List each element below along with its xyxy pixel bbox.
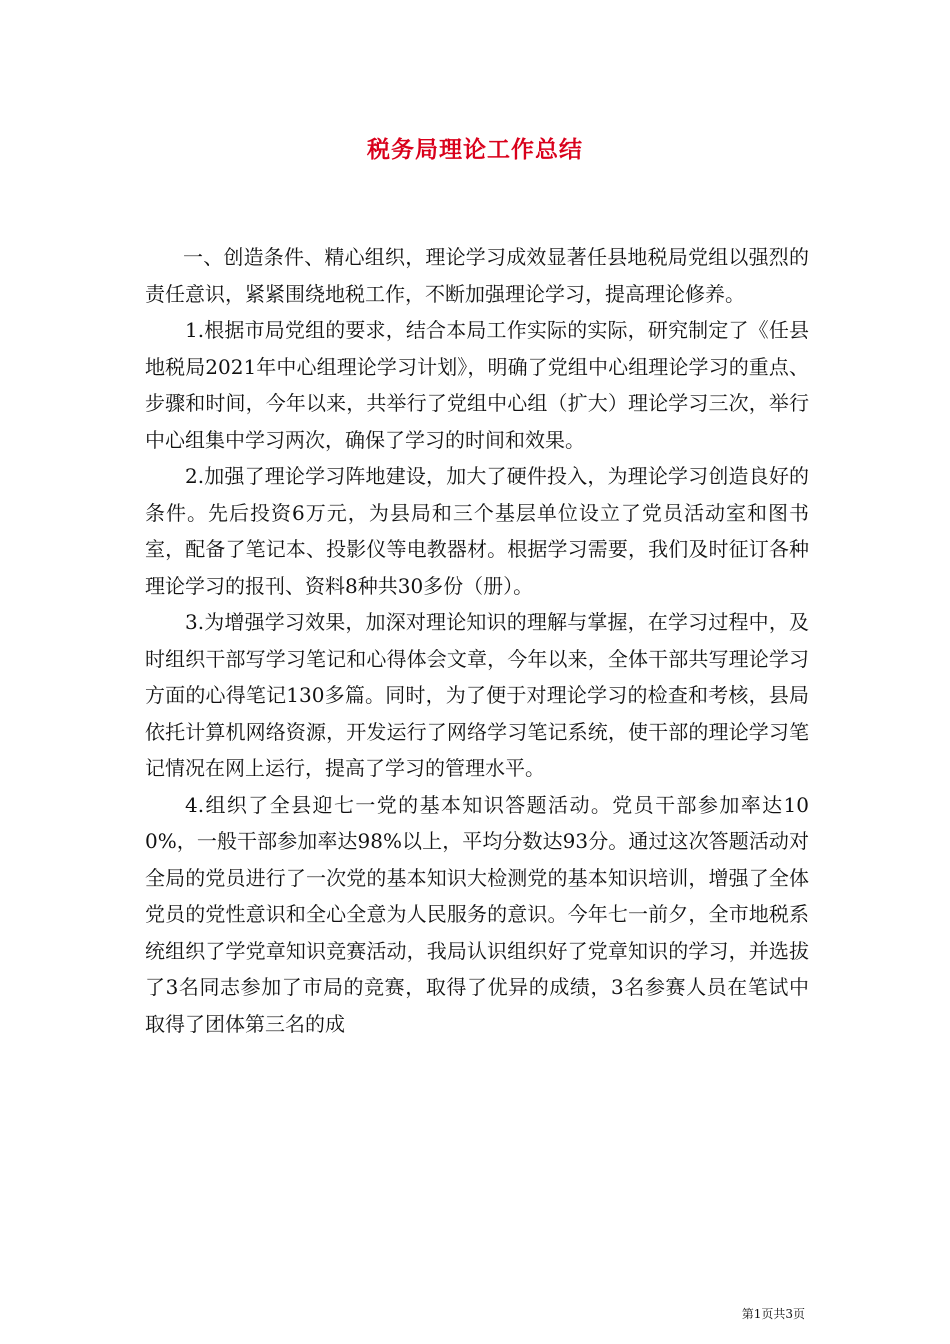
document-body bbox=[145, 239, 809, 1042]
document-title: 税务局理论工作总结 bbox=[367, 136, 583, 163]
paragraph-1: 一、创造条件、精心组织，理论学习成效显著任县地税局党组以强烈的责任意识，紧紧围绕地税工作，不断加强理论学习，提高理论修养。 bbox=[145, 245, 809, 306]
paragraph-2: 1.根据市局党组的要求，结合本局工作实际的实际，研究制定了《任县地税局2021年中心组理论学习计划》，明确了党组中心组理论学习的重点、步骤和时间，今年以来，共举行了党组中心组（扩大）理论学习三次，举行中心组集中学习两次，确保了学习的时间和效果。 bbox=[145, 318, 809, 452]
paragraph-5: 4.组织了全县迎七一党的基本知识答题活动。党员干部参加率达100%，一般干部参加率达98%以上，平均分数达93分。通过这次答题活动对全局的党员进行了一次党的基本知识大检测党的基本知识培训，增强了全体党员的党性意识和全心全意为人民服务的意识。今年七一前夕，全市地税系统组织了学党章知识竞赛活动，我局认识组织好了党章知识的学习，并选拔了3名同志参加了市局的竞赛，取得了优异的成绩，3名参赛人员在笔试中取得了团体第三名的成 bbox=[145, 792, 809, 1036]
page-number: 第1页共3页 bbox=[741, 1307, 805, 1321]
paragraph-4: 3.为增强学习效果，加深对理论知识的理解与掌握，在学习过程中，及时组织干部写学习笔记和心得体会文章，今年以来，全体干部共写理论学习方面的心得笔记130多篇。同时，为了便于对理论学习的检查和考核，县局依托计算机网络资源，开发运行了网络学习笔记系统，使干部的理论学习笔记情况在网上运行，提高了学习的管理水平。 bbox=[145, 610, 809, 780]
paragraph-3: 2.加强了理论学习阵地建设，加大了硬件投入，为理论学习创造良好的条件。先后投资6万元，为县局和三个基层单位设立了党员活动室和图书室，配备了笔记本、投影仪等电教器材。根据学习需要，我们及时征订各种理论学习的报刊、资料8种共30多份（册）。 bbox=[145, 464, 809, 598]
